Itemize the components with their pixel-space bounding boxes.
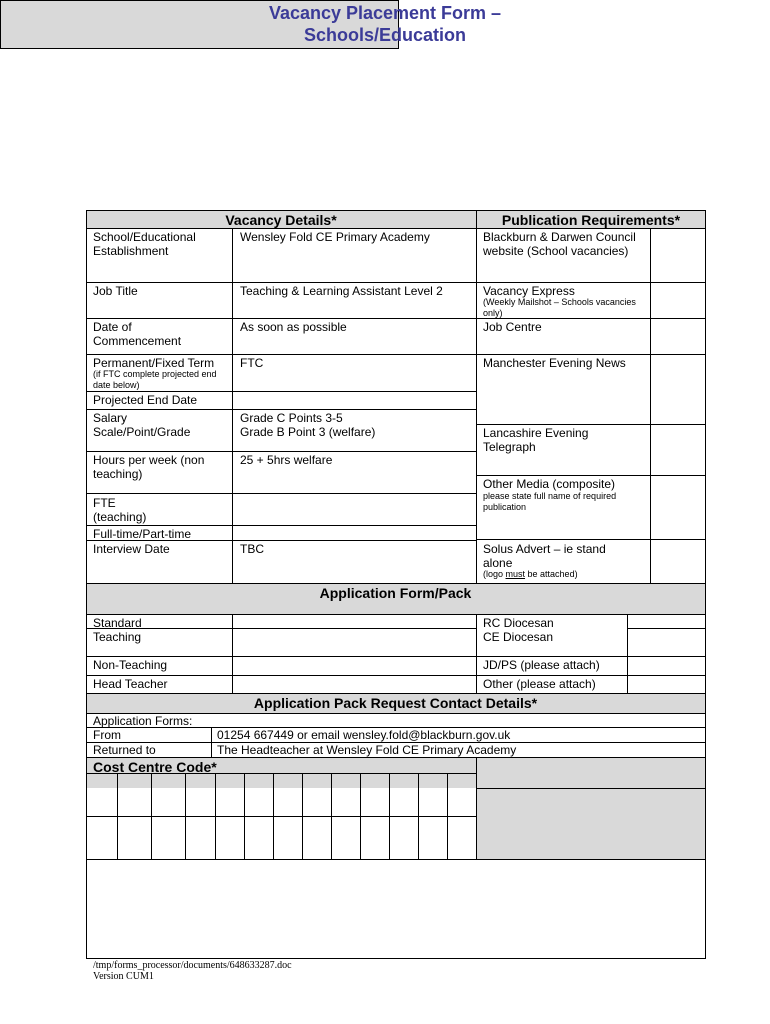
pack-other: Other (please attach) bbox=[483, 677, 596, 691]
pub-men-checkbox[interactable] bbox=[651, 355, 705, 424]
pub-solus: Solus Advert – ie stand alone bbox=[483, 542, 606, 570]
pack-non-teaching: Non-Teaching bbox=[93, 658, 168, 672]
interview-value[interactable]: TBC bbox=[240, 542, 264, 556]
job-title-value[interactable]: Teaching & Learning Assistant Level 2 bbox=[240, 284, 443, 298]
pub-solus-checkbox[interactable] bbox=[651, 540, 705, 583]
pack-teaching: Teaching bbox=[93, 630, 142, 644]
commencement-label: Date of Commencement bbox=[93, 320, 182, 348]
commencement-value[interactable]: As soon as possible bbox=[240, 320, 347, 334]
contact-from-value[interactable]: 01254 667449 or email wensley.fold@blackburn.gov.uk bbox=[217, 728, 511, 742]
pack-non-teaching-field[interactable] bbox=[233, 657, 476, 675]
job-title-label: Job Title bbox=[93, 284, 138, 298]
pack-rc-field[interactable] bbox=[628, 615, 705, 628]
form-title-line2: Schools/Education bbox=[303, 25, 467, 45]
term-value[interactable]: FTC bbox=[240, 356, 264, 370]
contact-returned-value[interactable]: The Headteacher at Wensley Fold CE Primary Academy bbox=[217, 743, 517, 757]
pack-head-teacher: Head Teacher bbox=[93, 677, 168, 691]
pub-vacancy-express-note: (Weekly Mailshot – Schools vacancies only) bbox=[483, 297, 636, 318]
pub-other-media: Other Media (composite) bbox=[483, 477, 616, 491]
pub-blackburn: Blackburn & Darwen Council website (School vacancies) bbox=[483, 230, 636, 258]
pub-other-media-note: please state full name of required publication bbox=[483, 491, 617, 512]
form-title-box bbox=[0, 0, 502, 49]
pub-vacancy-express-checkbox[interactable] bbox=[651, 283, 705, 318]
cost-centre-header: Cost Centre Code* bbox=[93, 759, 217, 775]
contact-returned-label: Returned to bbox=[93, 743, 156, 757]
pub-solus-note: (logo must be attached) bbox=[483, 569, 578, 579]
pack-head-teacher-field[interactable] bbox=[233, 676, 476, 693]
salary-label: Salary Scale/Point/Grade bbox=[93, 411, 191, 439]
fulltime-field[interactable] bbox=[233, 526, 476, 540]
pub-vacancy-express: Vacancy Express bbox=[483, 284, 575, 298]
pack-ce: CE Diocesan bbox=[483, 630, 554, 644]
pub-men: Manchester Evening News bbox=[483, 356, 626, 370]
pub-job-centre-checkbox[interactable] bbox=[651, 319, 705, 354]
end-date-label: Projected End Date bbox=[93, 393, 198, 407]
application-pack-header: Application Form/Pack bbox=[319, 585, 472, 601]
pub-blackburn-checkbox[interactable] bbox=[651, 229, 705, 282]
notes-area[interactable] bbox=[87, 860, 705, 958]
school-label: School/Educational Establishment bbox=[93, 230, 196, 258]
vacancy-details-header: Vacancy Details* bbox=[225, 212, 337, 228]
pack-jdps-field[interactable] bbox=[628, 657, 705, 675]
footer-path: /tmp/forms_processor/documents/648633287.doc bbox=[93, 960, 292, 971]
salary-value-2[interactable]: Grade B Point 3 (welfare) bbox=[240, 425, 376, 439]
publication-requirements-header: Publication Requirements* bbox=[501, 212, 681, 228]
pack-other-field[interactable] bbox=[628, 676, 705, 693]
contact-from-label: From bbox=[93, 728, 121, 742]
pack-standard: Standard bbox=[93, 616, 142, 630]
pack-rc: RC Diocesan bbox=[483, 616, 554, 630]
contact-details-header: Application Pack Request Contact Details* bbox=[253, 695, 538, 711]
pack-standard-field[interactable] bbox=[233, 615, 476, 628]
school-value[interactable]: Wensley Fold CE Primary Academy bbox=[240, 230, 430, 244]
pub-lancashire: Lancashire Evening Telegraph bbox=[483, 426, 589, 454]
pub-other-media-checkbox[interactable] bbox=[651, 476, 705, 539]
interview-label: Interview Date bbox=[93, 542, 170, 556]
pack-teaching-field[interactable] bbox=[233, 629, 476, 656]
cost-centre-code-grid[interactable] bbox=[87, 774, 476, 859]
pack-ce-field[interactable] bbox=[628, 629, 705, 656]
form-title-line1: Vacancy Placement Form – bbox=[268, 3, 502, 23]
fulltime-label: Full-time/Part-time bbox=[93, 527, 192, 541]
term-label: Permanent/Fixed Term bbox=[93, 356, 215, 370]
term-note: (if FTC complete projected end date below) bbox=[93, 369, 217, 390]
hours-value[interactable]: 25 + 5hrs welfare bbox=[240, 453, 333, 467]
cost-centre-side-panel bbox=[476, 788, 705, 859]
hours-label: Hours per week (non teaching) bbox=[93, 453, 205, 481]
contact-forms-label: Application Forms: bbox=[93, 714, 193, 728]
pub-lancashire-checkbox[interactable] bbox=[651, 425, 705, 475]
salary-value-1[interactable]: Grade C Points 3-5 bbox=[240, 411, 343, 425]
pub-job-centre: Job Centre bbox=[483, 320, 542, 334]
fte-label: FTE (teaching) bbox=[93, 496, 147, 524]
footer-version: Version CUM1 bbox=[93, 971, 154, 982]
end-date-field[interactable] bbox=[233, 392, 476, 409]
fte-field[interactable] bbox=[233, 494, 476, 525]
pack-jdps: JD/PS (please attach) bbox=[483, 658, 600, 672]
